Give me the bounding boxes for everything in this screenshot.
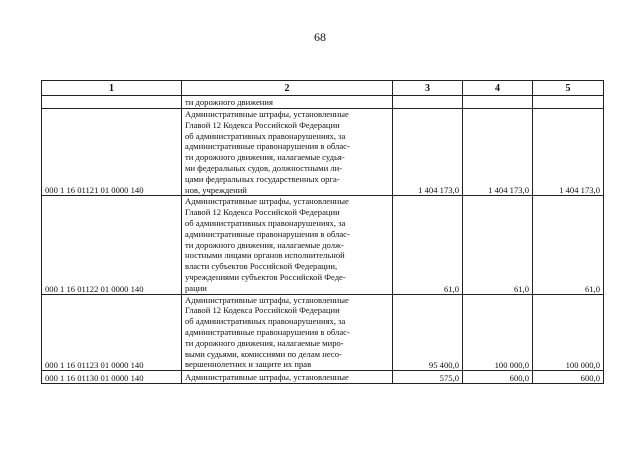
row-code: 000 1 16 01121 01 0000 140 bbox=[42, 109, 182, 196]
table-row bbox=[42, 96, 604, 109]
row-description: Административные штрафы, установленные Главой 12 Кодекса Российской Федерации об административных правонарушениях, за административные правонарушения в облас- ти дорожного движения, налагаемые миро- выми судьями, комиссиями по делам несо- вершеннолетних и защите их прав bbox=[182, 294, 393, 371]
row-value-5 bbox=[533, 96, 604, 109]
row-value-5: 61,0 bbox=[533, 196, 604, 294]
row-description: Административные штрафы, установленные Главой 12 Кодекса Российской Федерации об административных правонарушениях, за административные правонарушения в облас- ти дорожного движения, налагаемые судья- ми федеральных судов, должностными ли- цами федеральных государственных орга- нов, учреждений bbox=[182, 109, 393, 196]
row-code: 000 1 16 01130 01 0000 140 bbox=[42, 371, 182, 384]
row-value-5: 100 000,0 bbox=[533, 294, 604, 371]
row-code bbox=[42, 96, 182, 109]
budget-table bbox=[41, 80, 604, 384]
row-value-4: 61,0 bbox=[463, 196, 533, 294]
row-value-3: 61,0 bbox=[393, 196, 463, 294]
column-header-4: 4 bbox=[463, 81, 533, 96]
row-value-5: 600,0 bbox=[533, 371, 604, 384]
row-value-3 bbox=[393, 96, 463, 109]
column-header-5: 5 bbox=[533, 81, 604, 96]
row-description: ти дорожного движения bbox=[182, 96, 393, 109]
row-value-4: 1 404 173,0 bbox=[463, 109, 533, 196]
row-value-4 bbox=[463, 96, 533, 109]
table-row bbox=[42, 371, 604, 384]
column-header-1: 1 bbox=[42, 81, 182, 96]
row-code: 000 1 16 01122 01 0000 140 bbox=[42, 196, 182, 294]
row-value-4: 600,0 bbox=[463, 371, 533, 384]
table-row bbox=[42, 294, 604, 371]
row-value-4: 100 000,0 bbox=[463, 294, 533, 371]
table-row bbox=[42, 109, 604, 196]
header-row bbox=[42, 81, 604, 96]
column-header-3: 3 bbox=[393, 81, 463, 96]
table-row bbox=[42, 196, 604, 294]
row-description: Административные штрафы, установленные Главой 12 Кодекса Российской Федерации об административных правонарушениях, за административные правонарушения в облас- ти дорожного движения, налагаемые долж- ностными лицами органов исполнительной власти субъектов Российской Федерации, учреждениями субъектов Российской Феде- рации bbox=[182, 196, 393, 294]
row-description: Административные штрафы, установленные bbox=[182, 371, 393, 384]
page-number: 68 bbox=[314, 30, 326, 44]
row-value-5: 1 404 173,0 bbox=[533, 109, 604, 196]
column-header-2: 2 bbox=[182, 81, 393, 96]
row-code: 000 1 16 01123 01 0000 140 bbox=[42, 294, 182, 371]
row-value-3: 575,0 bbox=[393, 371, 463, 384]
row-value-3: 1 404 173,0 bbox=[393, 109, 463, 196]
row-value-3: 95 400,0 bbox=[393, 294, 463, 371]
